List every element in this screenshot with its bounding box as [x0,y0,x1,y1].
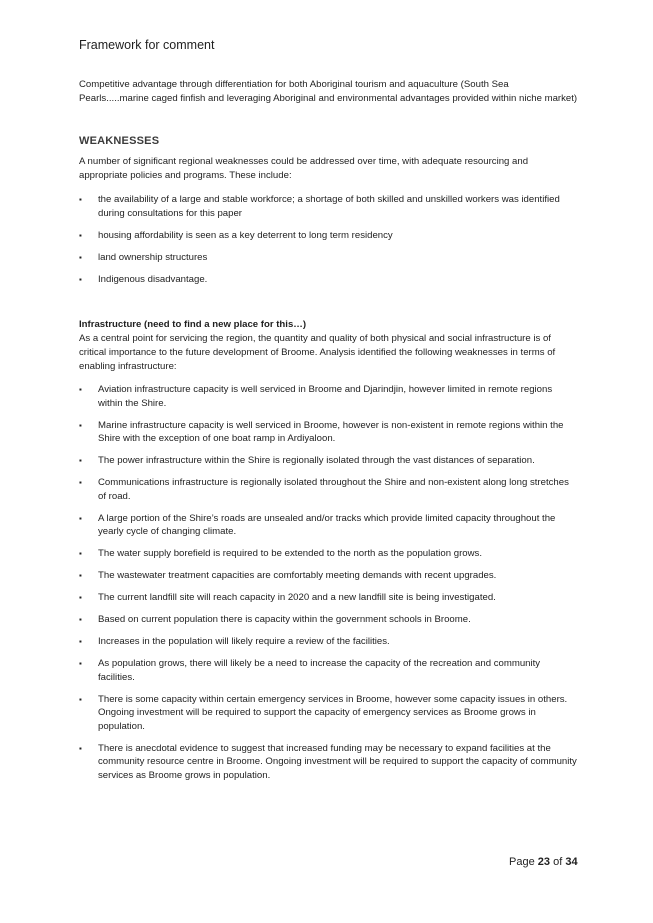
list-item-text: There is some capacity within certain emergency services in Broome, however some capacity issues in others. Ongoing investment will be required to support the capacity of emergency services as Broome grows in population. [98,693,568,732]
list-item-text: Indigenous disadvantage. [98,273,208,285]
bullet-icon: ▪ [79,385,82,394]
bullet-icon: ▪ [79,195,82,204]
list-item-text: housing affordability is seen as a key deterrent to long term residency [98,229,393,241]
list-item-text: Increases in the population will likely require a review of the facilities. [98,636,390,647]
list-item [79,635,579,649]
page-footer [509,856,578,868]
list-item [79,383,579,410]
list-item [79,512,579,539]
infrastructure-heading: Infrastructure (need to find a new place for this…) [79,319,307,330]
bullet-icon: ▪ [79,274,82,284]
bullet-icon: ▪ [79,571,82,580]
bullet-icon: ▪ [79,456,82,465]
list-item-text: The water supply borefield is required to be extended to the north as the population grows. [98,548,482,559]
bullet-icon: ▪ [79,478,82,487]
bullet-icon: ▪ [79,637,82,646]
total-pages-number: 34 [565,856,578,868]
list-item [79,419,579,446]
weaknesses-heading: WEAKNESSES [79,135,160,147]
bullet-icon: ▪ [79,694,82,704]
list-item [79,742,579,783]
bullet-icon: ▪ [79,659,82,668]
infrastructure-intro: As a central point for servicing the region, the quantity and quality of both physical and social infrastructure is of critical importance to the future development of Broome. Analysis identified the following weaknesses in terms of enabling infrastructure: [79,333,556,372]
bullet-icon: ▪ [79,230,82,240]
list-item [79,476,579,503]
bullet-icon: ▪ [79,513,82,523]
current-page-number: 23 [537,856,551,868]
infrastructure-list [79,383,579,791]
list-item [79,251,579,265]
list-item [79,454,579,468]
bullet-icon: ▪ [79,615,82,624]
list-item [79,193,579,220]
list-item-text: The power infrastructure within the Shire is regionally isolated through the vast distances of separation. [98,455,535,466]
bullet-icon: ▪ [79,743,82,753]
list-item [79,693,579,734]
list-item-text: Marine infrastructure capacity is well serviced in Broome, however is non-existent in remote regions within the Shire with the exception of one boat ramp in Ardiyaloon. [98,419,564,444]
page-label: Page [509,856,535,868]
bullet-icon: ▪ [79,593,82,602]
bullet-icon: ▪ [79,252,82,262]
list-item [79,229,579,243]
weaknesses-intro: A number of significant regional weaknesses could be addressed over time, with adequate resourcing and appropriate policies and programs. These include: [79,156,529,181]
list-item [79,547,579,561]
list-item-text: Based on current population there is capacity within the government schools in Broome. [98,614,471,625]
list-item-text: the availability of a large and stable workforce; a shortage of both skilled and unskilled workers was identified during consultations for this paper [98,194,560,219]
list-item-text: There is anecdotal evidence to suggest that increased funding may be necessary to expand facilities at the community resource centre in Broome. Ongoing investment will be required to support the capacity of community services as Broome grows in population. [98,742,577,781]
bullet-icon: ▪ [79,549,82,558]
list-item-text: land ownership structures [98,251,208,263]
list-item [79,591,579,605]
of-label: of [553,856,563,868]
intro-paragraph: Competitive advantage through differentiation for both Aboriginal tourism and aquaculture (South Sea Pearls.....marine caged finfish and leveraging Aboriginal and environmental advantages provided within niche market) [79,79,578,104]
list-item-text: A large portion of the Shire’s roads are unsealed and/or tracks which provide limited capacity throughout the yearly cycle of changing climate. [98,512,556,537]
weaknesses-list [79,193,579,295]
list-item-text: The wastewater treatment capacities are comfortably meeting demands with recent upgrades. [98,570,497,581]
list-item [79,613,579,627]
list-item-text: Communications infrastructure is regionally isolated throughout the Shire and non-existent along long stretches of road. [98,477,569,502]
list-item [79,273,579,287]
list-item [79,657,579,684]
list-item-text: The current landfill site will reach capacity in 2020 and a new landfill site is being investigated. [98,592,496,603]
bullet-icon: ▪ [79,420,82,430]
document-header: Framework for comment [79,38,215,52]
list-item-text: As population grows, there will likely be a need to increase the capacity of the recreation and community facilities. [98,658,541,683]
list-item [79,569,579,583]
list-item-text: Aviation infrastructure capacity is well serviced in Broome and Djarindjin, however limited in remote regions within the Shire. [98,384,553,409]
